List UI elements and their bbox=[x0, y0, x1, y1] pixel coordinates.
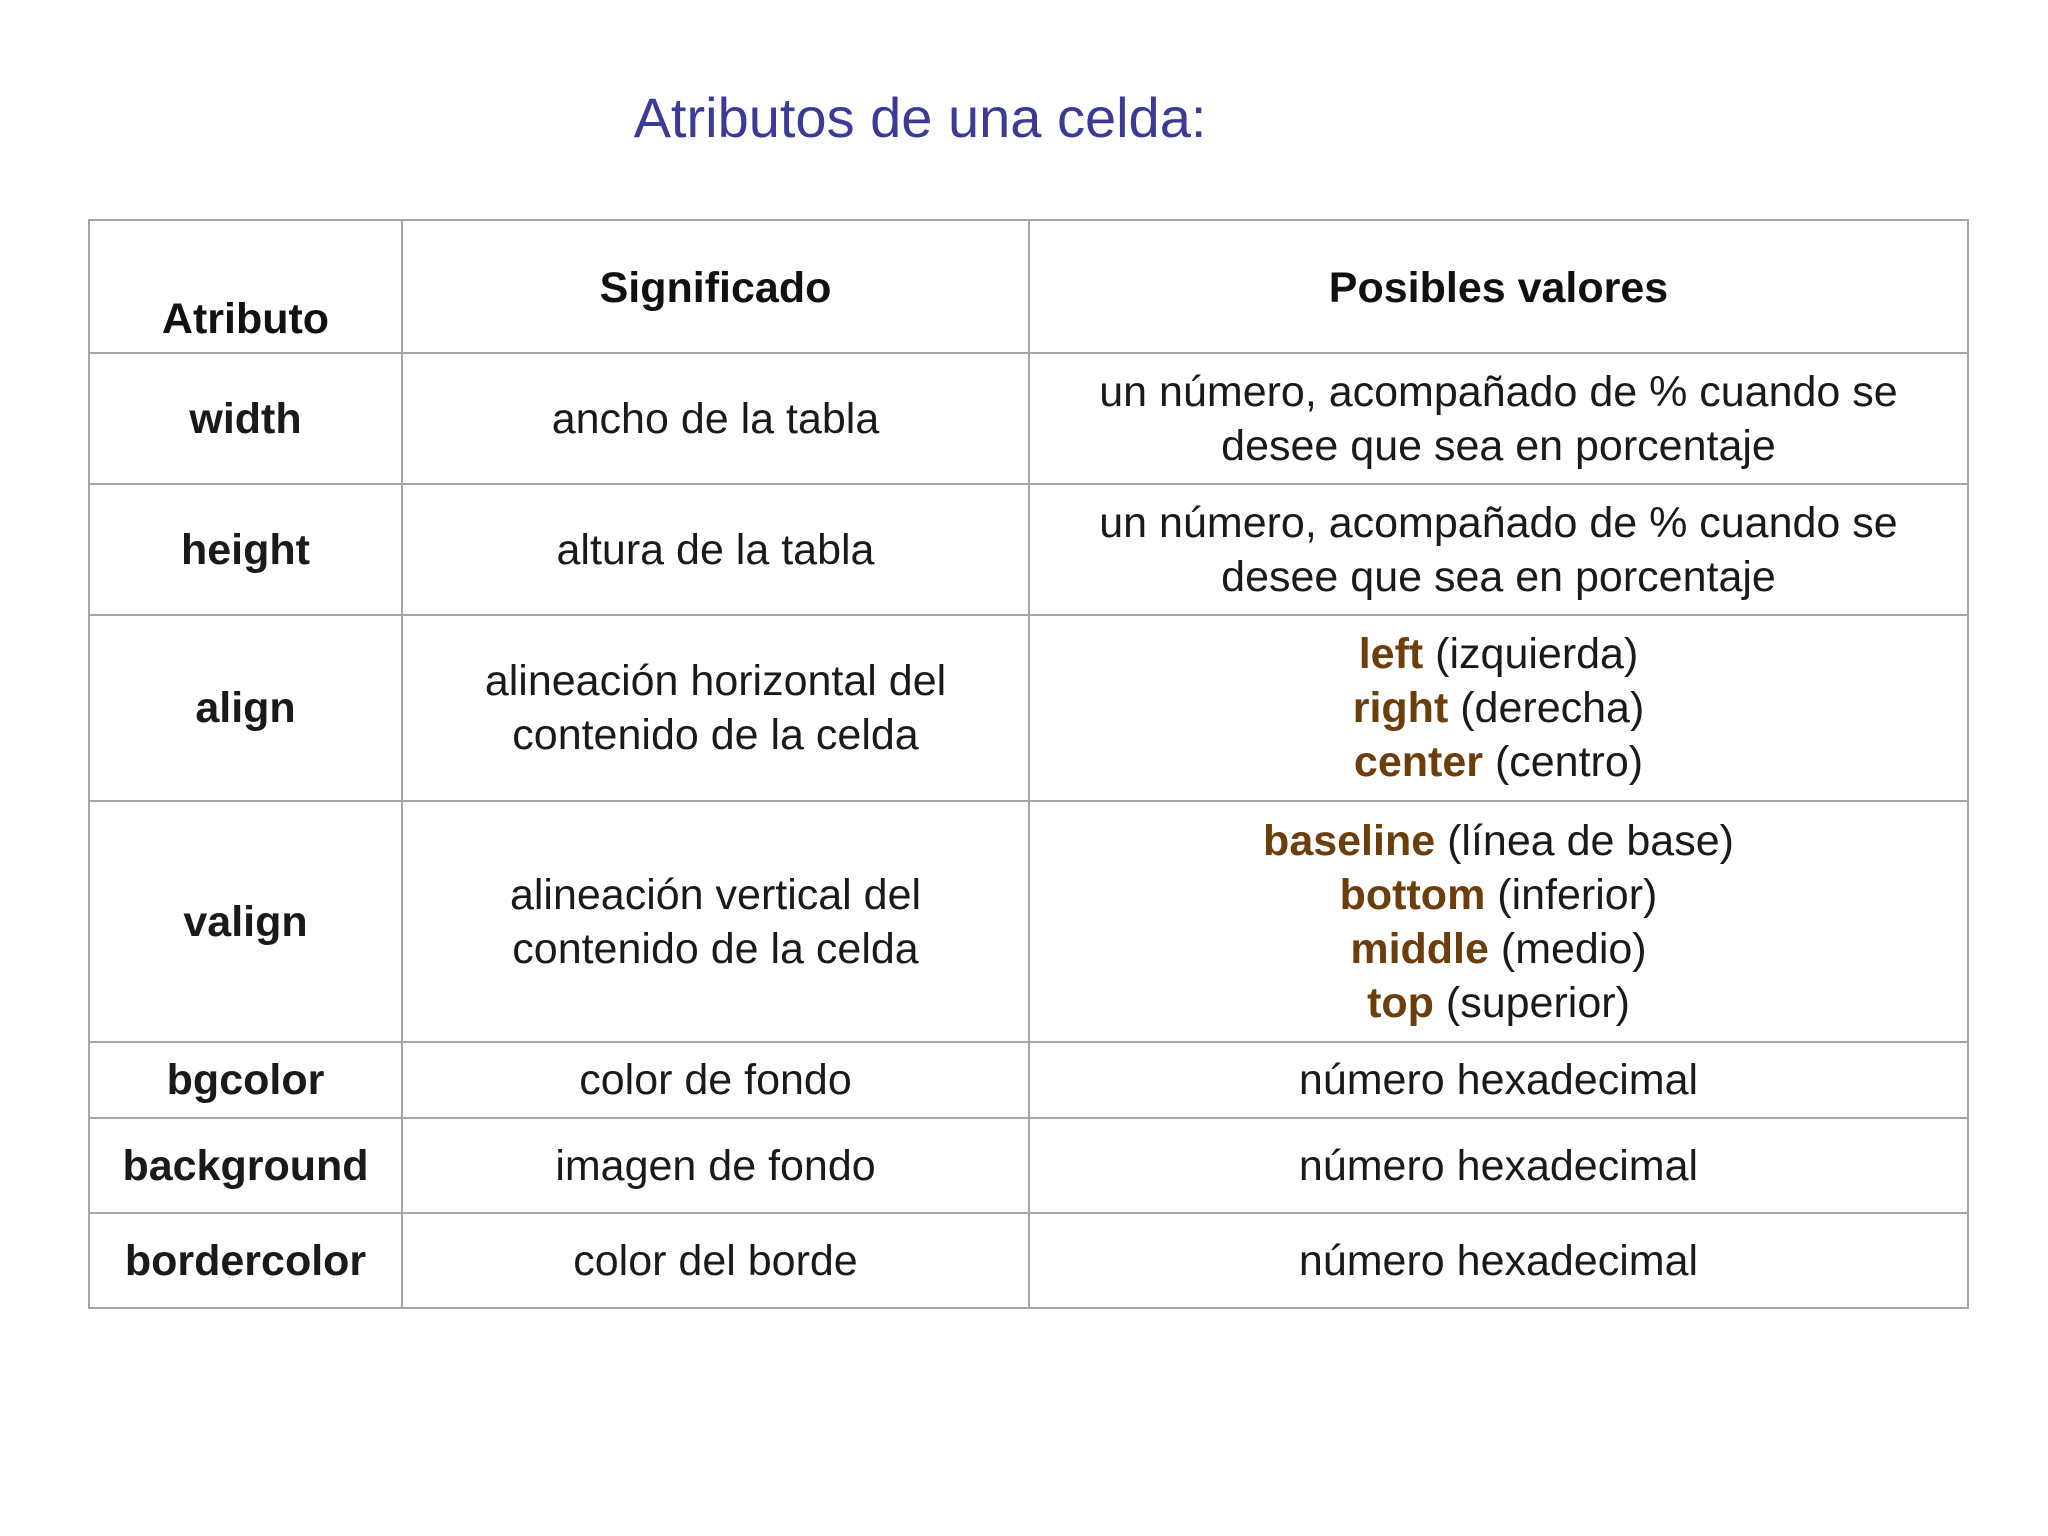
value-keyword: bottom bbox=[1339, 870, 1486, 919]
attribute-cell: bordercolor bbox=[89, 1213, 402, 1308]
header-attribute: Atributo bbox=[89, 220, 402, 353]
attribute-cell: valign bbox=[89, 801, 402, 1042]
value-description: (línea de base) bbox=[1447, 816, 1734, 865]
attribute-cell: align bbox=[89, 615, 402, 801]
meaning-cell: altura de la tabla bbox=[402, 484, 1029, 615]
value-option bbox=[1040, 681, 1957, 735]
value-keyword: middle bbox=[1350, 924, 1489, 973]
page-title: Atributos de una celda: bbox=[633, 86, 1207, 149]
value-option bbox=[1040, 922, 1957, 976]
table-row bbox=[89, 1118, 1968, 1213]
table-row bbox=[89, 1042, 1968, 1118]
attribute-cell: width bbox=[89, 353, 402, 484]
values-cell bbox=[1029, 801, 1968, 1042]
header-meaning: Significado bbox=[402, 220, 1029, 353]
values-cell: número hexadecimal bbox=[1029, 1118, 1968, 1213]
attributes-table bbox=[88, 219, 1969, 1309]
values-cell bbox=[1029, 615, 1968, 801]
value-option bbox=[1040, 735, 1957, 789]
value-keyword: right bbox=[1352, 684, 1449, 732]
meaning-cell: color del borde bbox=[402, 1213, 1029, 1308]
meaning-cell: color de fondo bbox=[402, 1042, 1029, 1118]
value-option bbox=[1040, 627, 1957, 681]
attribute-cell: height bbox=[89, 484, 402, 615]
header-values: Posibles valores bbox=[1029, 220, 1968, 353]
values-cell: número hexadecimal bbox=[1029, 1042, 1968, 1118]
value-keyword: baseline bbox=[1263, 816, 1436, 865]
value-option bbox=[1040, 976, 1957, 1030]
values-cell: un número, acompañado de % cuando se desee que sea en porcentaje bbox=[1029, 353, 1968, 484]
meaning-cell: alineación horizontal del contenido de la celda bbox=[402, 615, 1029, 801]
table-row bbox=[89, 615, 1968, 801]
table-header-row bbox=[89, 220, 1968, 353]
table-row bbox=[89, 1213, 1968, 1308]
attribute-cell: background bbox=[89, 1118, 402, 1213]
meaning-cell: imagen de fondo bbox=[402, 1118, 1029, 1213]
value-keyword: top bbox=[1367, 978, 1434, 1027]
value-keyword: center bbox=[1353, 738, 1483, 786]
value-option bbox=[1040, 814, 1957, 868]
value-description: (inferior) bbox=[1497, 870, 1658, 919]
value-keyword: left bbox=[1358, 630, 1424, 678]
meaning-cell: ancho de la tabla bbox=[402, 353, 1029, 484]
table-row bbox=[89, 801, 1968, 1042]
value-description: (superior) bbox=[1445, 978, 1630, 1027]
table-row bbox=[89, 353, 1968, 484]
attribute-cell: bgcolor bbox=[89, 1042, 402, 1118]
value-description: (derecha) bbox=[1460, 684, 1645, 732]
value-description: (medio) bbox=[1500, 924, 1647, 973]
meaning-cell: alineación vertical del contenido de la celda bbox=[402, 801, 1029, 1042]
table-row bbox=[89, 484, 1968, 615]
values-cell: un número, acompañado de % cuando se desee que sea en porcentaje bbox=[1029, 484, 1968, 615]
value-description: (izquierda) bbox=[1435, 630, 1639, 678]
values-cell: número hexadecimal bbox=[1029, 1213, 1968, 1308]
value-option bbox=[1040, 868, 1957, 922]
value-description: (centro) bbox=[1494, 738, 1644, 786]
